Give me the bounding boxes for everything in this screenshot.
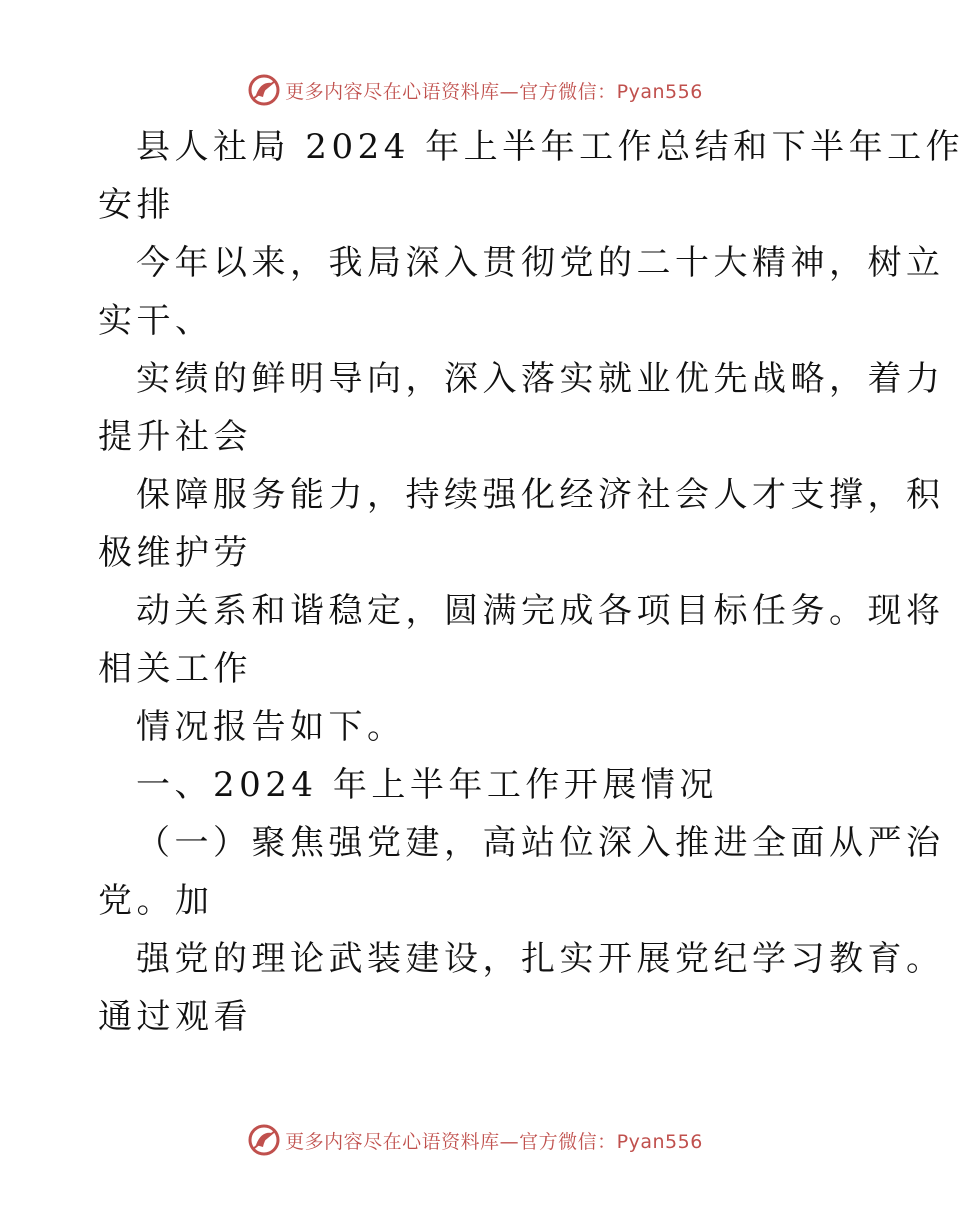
text-line: 一、2024 年上半年工作开展情况 (136, 765, 718, 805)
text-line: 强党的理论武装建设，扎实开展党纪学习教育。 (136, 939, 945, 979)
text-line: 情况报告如下。 (136, 707, 406, 747)
text-line: （一）聚焦强党建，高站位深入推进全面从严治 (136, 823, 945, 863)
text-line: 实干、 (98, 301, 214, 341)
text-line: 实绩的鲜明导向，深入落实就业优先战略，着力 (136, 359, 945, 399)
text-line: 保障服务能力，持续强化经济社会人才支撑，积 (136, 475, 945, 515)
document-body (98, 118, 964, 1046)
text-line: 党。加 (98, 881, 214, 921)
banner-text: 更多内容尽在心语资料库—官方微信：Pyan556 (285, 80, 703, 103)
text-line: 相关工作 (98, 649, 252, 689)
text-line: 通过观看 (98, 997, 252, 1037)
footer-banner (0, 1120, 950, 1160)
banner-text: 更多内容尽在心语资料库—官方微信：Pyan556 (285, 1130, 703, 1153)
red-seal-logo-icon (247, 1123, 281, 1157)
text-line: 安排 (98, 185, 175, 225)
red-seal-logo-icon (247, 73, 281, 107)
text-line: 今年以来，我局深入贯彻党的二十大精神，树立 (136, 243, 945, 283)
text-line: 提升社会 (98, 417, 252, 457)
header-banner (0, 70, 950, 110)
document-lines (98, 118, 964, 1046)
text-line: 县人社局 2024 年上半年工作总结和下半年工作 (136, 127, 964, 167)
text-line: 动关系和谐稳定，圆满完成各项目标任务。现将 (136, 591, 945, 631)
text-line: 极维护劳 (98, 533, 252, 573)
